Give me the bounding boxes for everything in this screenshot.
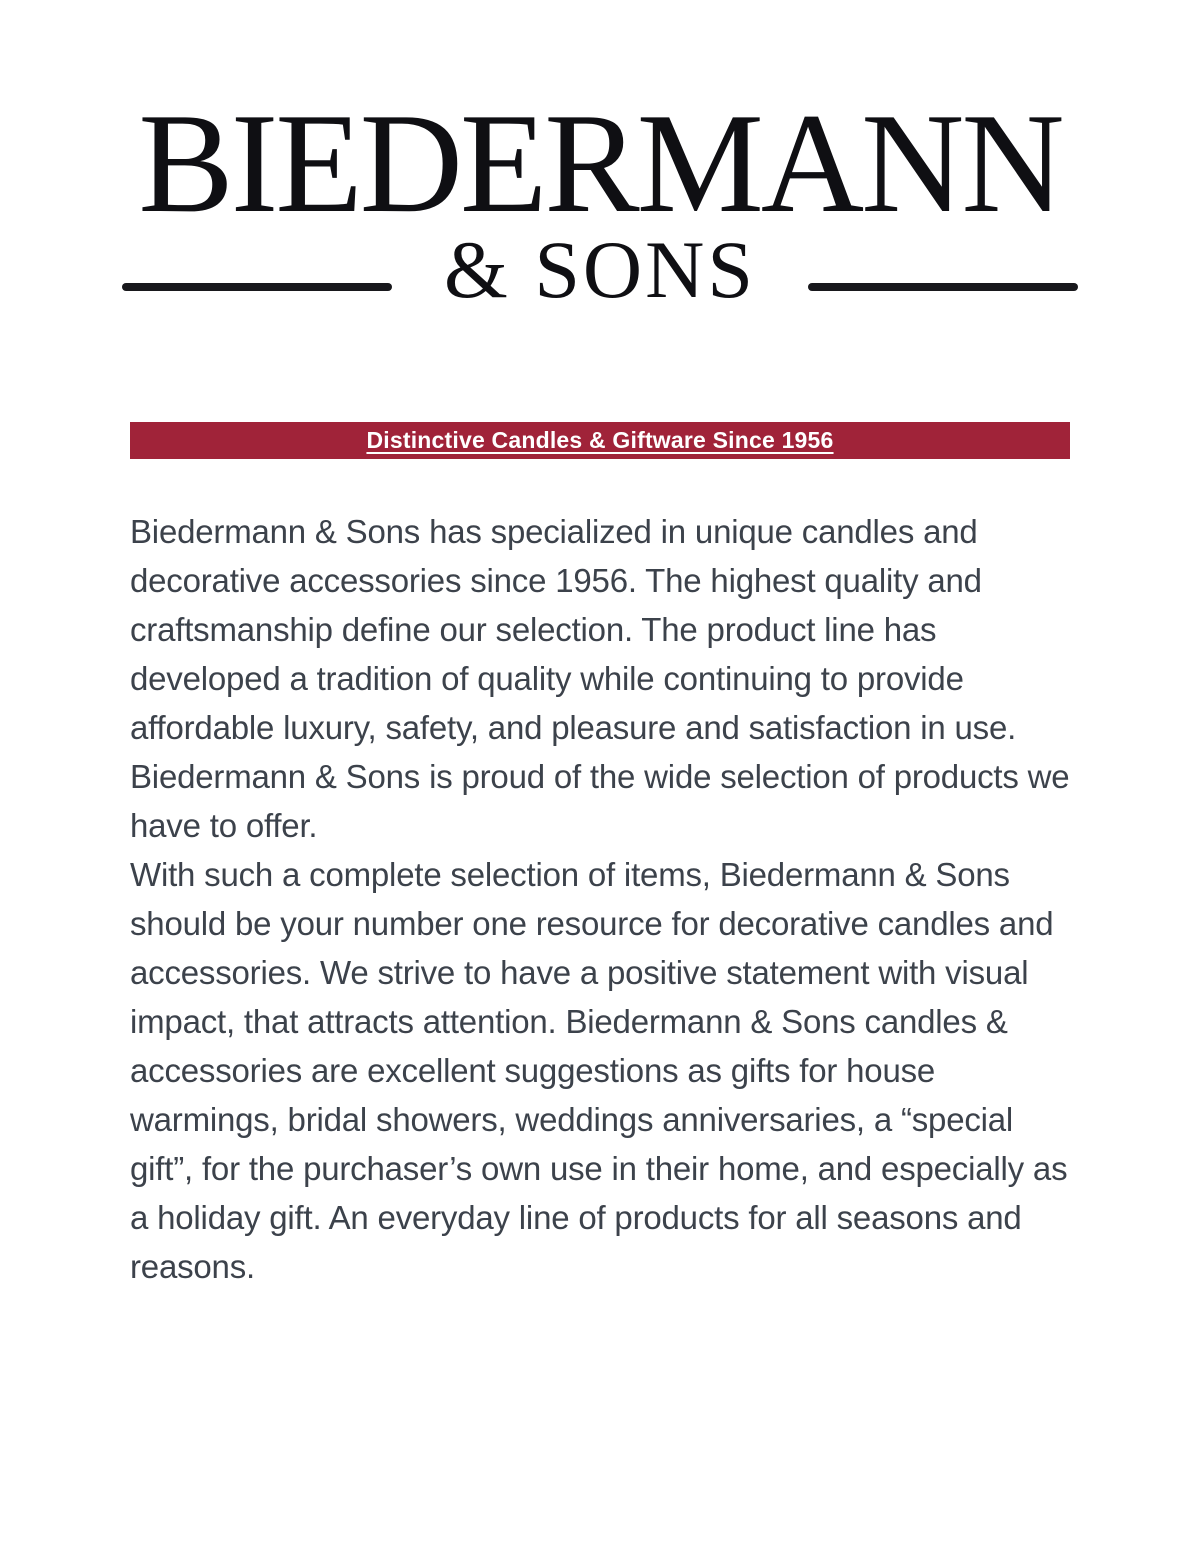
- about-section: [130, 507, 1070, 1291]
- logo-subtitle: & SONS: [444, 224, 756, 315]
- about-paragraph-1: Biedermann & Sons has specialized in unique candles and decorative accessories since 1956. The highest quality and craftsmanship define our selection. The product line has developed a tradition of quality while continuing to provide affordable luxury, safety, and pleasure and satisfaction in use. Biedermann & Sons is proud of the wide selection of products we have to offer.: [130, 513, 1070, 844]
- tagline-banner: [130, 422, 1070, 459]
- logo-wordmark: BIEDERMANN: [138, 84, 1062, 242]
- about-paragraph-2: With such a complete selection of items, Biedermann & Sons should be your number one resource for decorative candles and accessories. We strive to have a positive statement with visual impact, that attracts attention. Biedermann & Sons candles & accessories are excellent suggestions as gifts for house warmings, bridal showers, weddings anniversaries, a “special gift”, for the purchaser’s own use in their home, and especially as a holiday gift. An everyday line of products for all seasons and reasons.: [130, 856, 1068, 1285]
- logo-rule-left: [122, 283, 392, 291]
- logo-rule-right: [808, 283, 1078, 291]
- logo: [0, 0, 1200, 315]
- tagline-link[interactable]: Distinctive Candles & Giftware Since 1956: [366, 427, 834, 453]
